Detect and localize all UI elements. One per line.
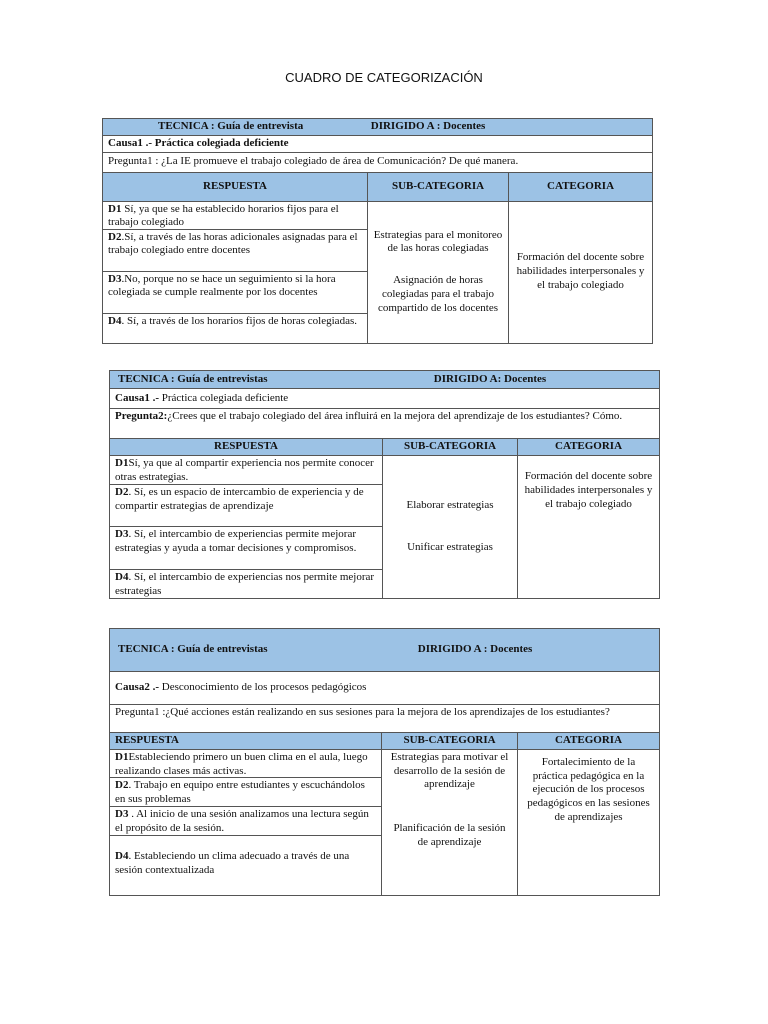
tecnica-label: TECNICA : Guía de entrevistas (118, 372, 268, 385)
pregunta-text: ¿La IE promueve el trabajo colegiado de área de Comunicación? De qué manera. (158, 155, 519, 168)
respuestas-cell (110, 456, 383, 599)
causa-text: Práctica colegiada deficiente (159, 391, 289, 404)
respuesta-item: D3. Sí, el intercambio de experiencias permite mejorar estrategias y ayuda a tomar decisiones y compromisos. (110, 527, 382, 570)
column-header-subcategoria: SUB-CATEGORIA (382, 733, 518, 750)
categorization-table-3 (109, 628, 660, 896)
pregunta-row (110, 705, 660, 733)
subcategoria-item: Planificación de la sesión de aprendizaje (393, 822, 506, 848)
column-header-subcategoria: SUB-CATEGORIA (368, 172, 509, 201)
respuesta-item: D4. Sí, a través de los horarios fijos de horas colegiadas. (108, 314, 357, 327)
causa-row (103, 135, 653, 152)
table-header-row (110, 629, 660, 672)
pregunta-label: Pregunta1 : (108, 155, 159, 168)
categoria-cell: Formación del docente sobre habilidades interpersonales y el trabajo colegiado (518, 456, 660, 599)
causa-label: Causa1 .- (108, 136, 153, 149)
tecnica-label: TECNICA : Guía de entrevistas (118, 643, 268, 656)
subcategoria-item: Estrategias para motivar el desarrollo de la sesión de aprendizaje (390, 750, 509, 791)
column-header-subcategoria: SUB-CATEGORIA (383, 439, 518, 456)
column-header-respuesta: RESPUESTA (103, 172, 368, 201)
pregunta-label: Pregunta1 : (115, 706, 166, 718)
column-header-respuesta: RESPUESTA (110, 733, 382, 750)
subcategoria-cell (383, 456, 518, 599)
subcategoria-cell (382, 749, 518, 895)
pregunta-row (103, 152, 653, 172)
table-header-row (103, 119, 653, 136)
respuesta-item: D3 . Al inicio de una sesión analizamos una lectura según el propósito de la sesión. (110, 807, 381, 836)
dirigido-label: DIRIGIDO A : Docentes (417, 643, 533, 656)
respuesta-item: D1 Sí, ya que se ha establecido horarios fijos para el trabajo colegiado (103, 202, 367, 230)
categoria-cell: Formación del docente sobre habilidades interpersonales y el trabajo colegiado (509, 201, 653, 343)
pregunta-text: ¿Qué acciones están realizando en sus sesiones para la mejora de los aprendizajes de los estudiantes? (165, 706, 610, 718)
respuestas-cell (110, 749, 382, 895)
pregunta-text: ¿Crees que el trabajo colegiado del área influirá en la mejora del aprendizaje de los estudiantes? Cómo. (167, 410, 623, 422)
causa-row (110, 389, 660, 409)
respuestas-cell (103, 201, 368, 343)
respuesta-item: D2.Sí, a través de las horas adicionales asignadas para el trabajo colegiado entre docentes (103, 230, 367, 272)
categoria-cell: Fortalecimiento de la práctica pedagógica en la ejecución de los procesos pedagógicos en las sesiones de aprendizajes (518, 749, 660, 895)
pregunta-row (110, 409, 660, 439)
subcategoria-item: Elaborar estrategias (406, 499, 494, 512)
respuesta-item: D3.No, porque no se hace un seguimiento si la hora colegiada se cumple realmente por los docentes (103, 272, 367, 314)
causa-row (110, 672, 660, 705)
table-header-row (110, 371, 660, 389)
tecnica-label: TECNICA : Guía de entrevista (158, 120, 304, 132)
respuesta-item: D2. Trabajo en equipo entre estudiantes y escuchándolos en sus problemas (110, 778, 381, 807)
column-header-categoria: CATEGORIA (509, 172, 653, 201)
respuesta-item: D4. Estableciendo un clima adecuado a través de una sesión contextualizada (115, 849, 350, 876)
causa-label: Causa2 .- (115, 681, 160, 694)
causa-text: Desconocimiento de los procesos pedagógicos (159, 681, 367, 694)
column-header-categoria: CATEGORIA (518, 439, 660, 456)
document-title: CUADRO DE CATEGORIZACIÓN (285, 70, 483, 85)
respuesta-item: D4. Sí, el intercambio de experiencias nos permite mejorar estrategias (115, 571, 375, 597)
pregunta-label: Pregunta2: (115, 410, 168, 422)
subcategoria-item: Unificar estrategias (407, 541, 493, 553)
respuesta-item: D2. Sí, es un espacio de intercambio de experiencia y de compartir estrategias de aprendizaje (110, 485, 382, 527)
dirigido-label: DIRIGIDO A : Docentes (370, 120, 486, 132)
categorization-table-2 (109, 370, 660, 599)
categorization-table-1 (102, 118, 653, 344)
dirigido-label: DIRIGIDO A: Docentes (433, 372, 547, 385)
causa-label: Causa1 .- (115, 391, 160, 404)
respuesta-item: D1Sí, ya que al compartir experiencia nos permite conocer otras estrategias. (110, 456, 382, 485)
column-header-respuesta: RESPUESTA (110, 439, 383, 456)
subcategoria-cell (368, 201, 509, 343)
causa-text: Práctica colegiada deficiente (152, 136, 289, 149)
subcategoria-item: Estrategias para el monitoreo de las horas colegiadas (373, 228, 503, 255)
column-header-categoria: CATEGORIA (518, 733, 660, 750)
subcategoria-item: Asignación de horas colegiadas para el trabajo compartido de los docentes (377, 274, 499, 314)
respuesta-item: D1Estableciendo primero un buen clima en el aula, luego realizando clases más activas. (110, 750, 381, 778)
